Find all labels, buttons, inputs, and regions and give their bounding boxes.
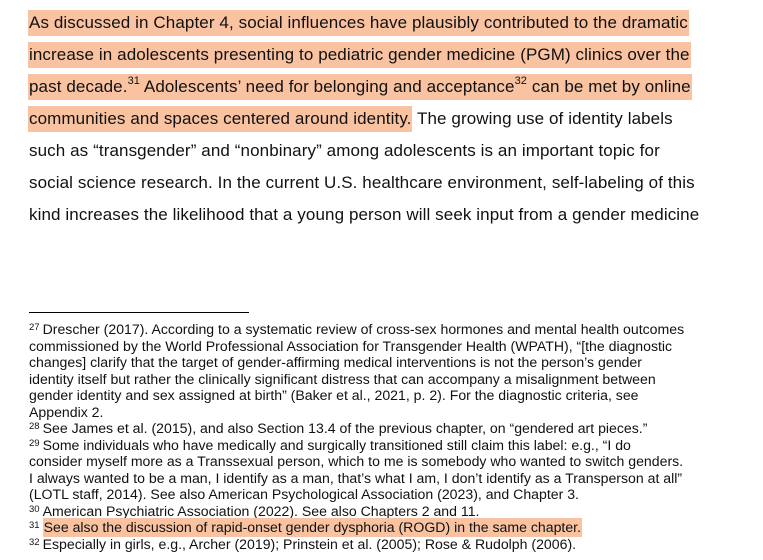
footnote-line: commissioned by the World Professional Association for Transgender Health (WPATH), “[the diagnostic [29, 337, 673, 354]
footnote-number: 28 [29, 421, 40, 432]
footnote-number: 31 [29, 520, 40, 531]
highlighted-text: As discussed in Chapter 4, social influences have plausibly contributed to the dramatic [28, 10, 689, 36]
body-line: kind increases the likelihood that a young person will seek input from a gender medicine [29, 205, 700, 224]
body-line: communities and spaces centered around identity. The growing use of identity labels [29, 103, 749, 135]
footnote-divider [29, 312, 249, 313]
highlighted-text: communities and spaces centered around identity. [28, 106, 412, 132]
body-line [29, 39, 749, 71]
body-line: such as “transgender” and “nonbinary” among adolescents is an important topic for [29, 141, 660, 160]
body-line [29, 7, 749, 39]
footnote-line: I always wanted to be a man, I identify as a man, that’s what I am, I don’t identify as a Transperson at all” [29, 469, 683, 486]
footnote-27: $^{27}$ Drescher (2017). According to a systematic review of cross-sex hormones and mental health outcomes [29, 321, 685, 337]
footnote-line: changes] clarify that the target of gender-affirming medical interventions is not the person’s gender [29, 354, 642, 370]
footnote-line: consider myself more as a Transsexual person, which to me is somebody who wanted to switch genders. [29, 453, 684, 469]
highlighted-text: See also the discussion of rapid-onset gender dysphoria (ROGD) in the same chapter. [43, 519, 581, 535]
highlighted-text: increase in adolescents presenting to pediatric gender medicine (PGM) clinics over the [28, 42, 691, 68]
footnote-32: $^{32}$ Especially in girls, e.g., Archer (2019); Prinstein et al. (2005); Rose & Rudolph (2006). [29, 535, 577, 552]
body-line [29, 71, 749, 103]
footnote-29: $^{29}$ Some individuals who have medically and surgically transitioned still claim this label: e.g., “I do [29, 436, 631, 453]
footnote-line: (LOTL staff, 2014). See also American Psychological Association (2023), and Chapter 3. [29, 486, 579, 502]
footnote-ref-32[interactable]: 32 [514, 75, 528, 87]
footnote-30: $^{30}$ American Psychiatric Association (2022). See also Chapters 2 and 11. [29, 502, 480, 519]
footnote-line: identity itself but rather the clinically significant distress that can accompany a misalignment between [29, 370, 656, 387]
footnote-28: $^{28}$ See James et al. (2015), and also Section 13.4 of the previous chapter, on “gendered art pieces.” [29, 420, 648, 436]
body-line: social science research. In the current U.S. healthcare environment, self-labeling of this [29, 173, 695, 192]
footnote-line: gender identity and sex assigned at birth” (Baker et al., 2021, p. 2). For the diagnostic criteria, see [29, 387, 639, 403]
footnote-number: 29 [29, 437, 40, 449]
footnote-number: 30 [29, 503, 40, 515]
body-paragraph [29, 7, 749, 231]
highlighted-text: past decade.$^{31}$ Adolescents’ need for belonging and acceptance$^{32}$ can be met by online [28, 74, 692, 100]
footnote-number: 27 [29, 322, 40, 333]
footnote-line: Appendix 2. [29, 403, 104, 420]
footnote-ref-31[interactable]: 31 [127, 75, 140, 87]
footnote-31 [29, 519, 744, 536]
footnote-number: 32 [29, 536, 40, 548]
footnotes [29, 321, 744, 552]
